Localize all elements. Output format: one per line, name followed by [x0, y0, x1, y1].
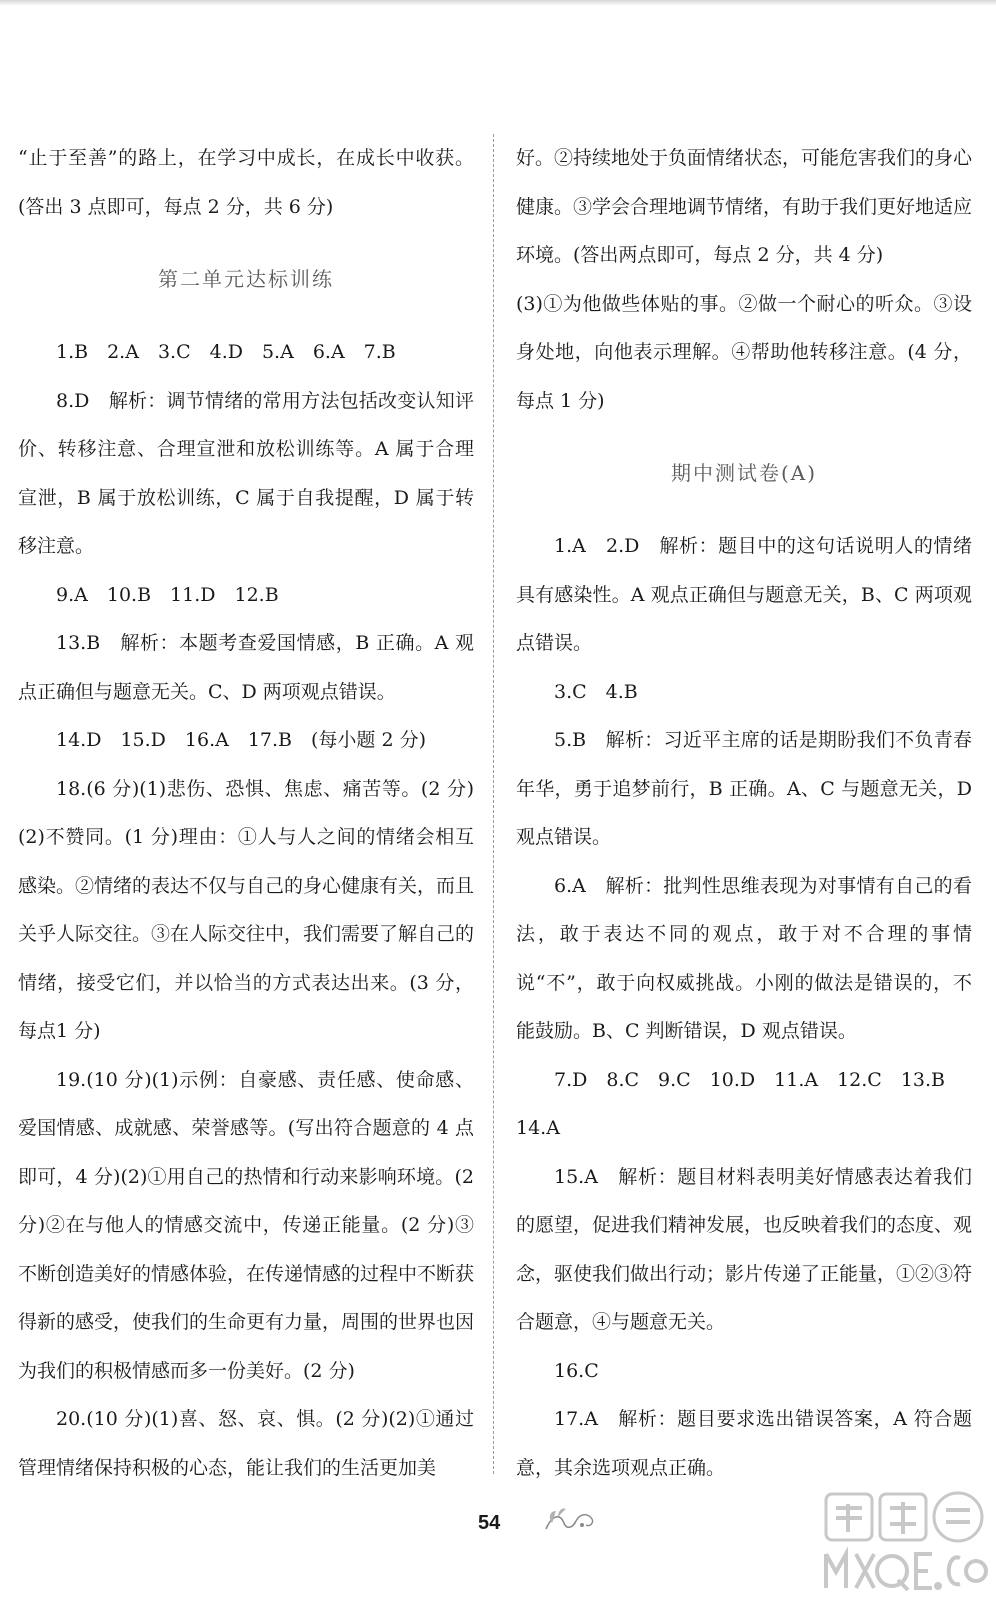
right-column — [516, 134, 972, 1492]
answer-20-continued: 好。②持续地处于负面情绪状态，可能危害我们的身心健康。③学会合理地调节情绪，有助于我们更好地适应环境。(答出两点即可，每点 2 分，共 4 分) — [516, 147, 973, 266]
left-column — [18, 134, 474, 1492]
answer-16: 16.C — [554, 1359, 599, 1382]
answers-9-12: 9.A 10.B 11.D 12.B — [56, 583, 279, 606]
page-number: 54 — [478, 1512, 501, 1534]
answers-3-4: 3.C 4.B — [554, 680, 638, 703]
section-title-unit2: 第二单元达标训练 — [158, 267, 334, 291]
answer-20-part3: (3)①为他做些体贴的事。②做一个耐心的听众。③设身处地，向他表示理解。④帮助他转移注意。(4 分，每点 1 分) — [516, 292, 972, 412]
answer-6-explanation: 6.A 解析：批判性思维表现为对事情有自己的看法，敢于表达不同的观点，敢于对不合理的事情说“不”，敢于向权威挑战。小刚的做法是错误的，不能鼓励。B、C 判断错误，D 观点错误。 — [516, 874, 972, 1042]
answer-19: 19.(10 分)(1)示例：自豪感、责任感、使命感、爱国情感、成就感、荣誉感等。(写出符合题意的 4 点即可，4 分)(2)①用自己的热情和行动来影响环境。(2 分)②在与他人的情感交流中，传递正能量。(2 分)③不断创造美好的情感体验，在传递情感的过程中不断获得新的感受，使我们的生命更有力量，周围的世界也因为我们的积极情感而多一份美好。(2 分) — [18, 1068, 475, 1382]
column-divider — [493, 134, 494, 1474]
answers-14-17: 14.D 15.D 16.A 17.B (每小题 2 分) — [56, 729, 427, 751]
answer-17-explanation: 17.A 解析：题目要求选出错误答案，A 符合题意，其余选项观点正确。 — [516, 1408, 972, 1479]
watermark-logo — [820, 1488, 990, 1596]
answers-1-2-explanation: 1.A 2.D 解析：题目中的这句话说明人的情绪具有感染性。A 观点正确但与题意无关，B、C 两项观点错误。 — [516, 535, 972, 654]
answer-14: 14.A — [516, 1117, 560, 1139]
answer-20: 20.(10 分)(1)喜、怒、哀、惧。(2 分)(2)①通过管理情绪保持积极的心态，能让我们的生活更加美 — [18, 1408, 474, 1479]
answer-15-explanation: 15.A 解析：题目材料表明美好情感表达着我们的愿望，促进我们精神发展，也反映着我们的态度、观念，驱使我们做出行动；影片传递了正能量，①②③符合题意，④与题意无关。 — [516, 1165, 973, 1333]
paragraph-unit1-ending: “止于至善”的路上，在学习中成长，在成长中收获。(答出 3 点即可，每点 2 分，共 6 分) — [18, 147, 474, 218]
answer-13-explanation: 13.B 解析：本题考查爱国情感，B 正确。A 观点正确但与题意无关。C、D 两项观点错误。 — [18, 632, 474, 703]
answer-5-explanation: 5.B 解析：习近平主席的话是期盼我们不负青春年华，勇于追梦前行，B 正确。A、C 与题意无关，D 观点错误。 — [516, 729, 972, 848]
answer-18: 18.(6 分)(1)悲伤、恐惧、焦虑、痛苦等。(2 分)(2)不赞同。(1 分)理由：①人与人之间的情绪会相互感染。②情绪的表达不仅与自己的身心健康有关，而且关乎人际交往。③在人际交往中，我们需要了解自己的情绪，接受它们，并以恰当的方式表达出来。(3 分，每点1 分) — [18, 777, 475, 1042]
top-scan-edge — [0, 0, 996, 6]
floral-ornament-icon — [542, 1505, 598, 1535]
section-title-midterm-a: 期中测试卷(A) — [670, 461, 818, 485]
answers-1-7: 1.B 2.A 3.C 4.D 5.A 6.A 7.B — [56, 341, 396, 363]
answers-7-13: 7.D 8.C 9.C 10.D 11.A 12.C 13.B — [554, 1068, 946, 1091]
answer-8-explanation: 8.D 解析：调节情绪的常用方法包括改变认知评价、转移注意、合理宣泄和放松训练等。A 属于合理宣泄，B 属于放松训练，C 属于自我提醒，D 属于转移注意。 — [18, 389, 474, 557]
